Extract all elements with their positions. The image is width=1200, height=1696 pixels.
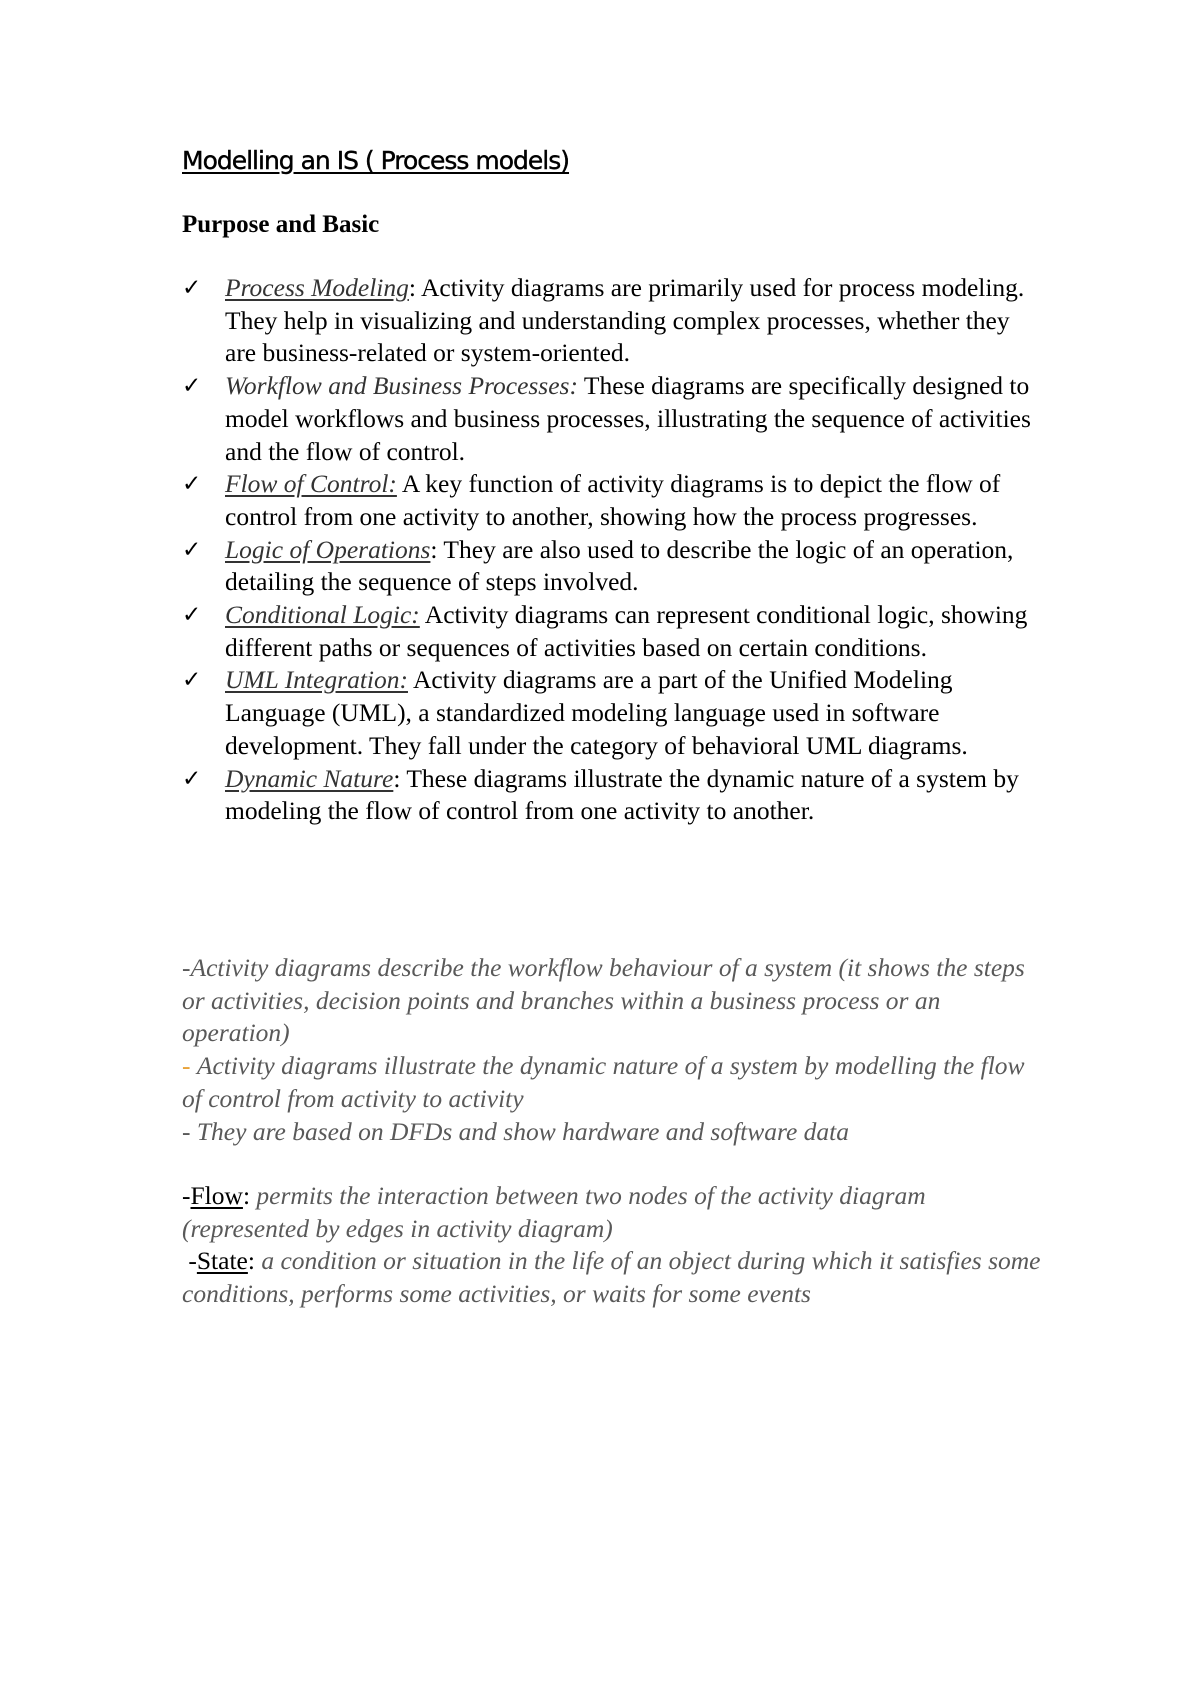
- list-item-term: Workflow and Business Processes:: [225, 371, 578, 401]
- list-item-term: Logic of Operations: [225, 534, 431, 564]
- list-item-text: These diagrams are specifically designed to model workflows and business processes, illustrating the sequence of activities and the flow of control.: [225, 371, 1031, 466]
- list-item-term: Process Modeling: [225, 273, 409, 302]
- note-paragraph: [182, 1050, 1042, 1115]
- checkmark-icon: ✓: [182, 602, 202, 628]
- definition-colon: :: [242, 1181, 251, 1210]
- list-item-term: Conditional Logic:: [225, 600, 420, 630]
- list-item-text: They are also used to describe the logic of an operation, detailing the sequence of steps involved.: [225, 534, 1014, 597]
- checkmark-icon: ✓: [182, 275, 202, 300]
- page-title: Modelling an IS ( Process models): [182, 146, 570, 175]
- note-prefix: -: [182, 1116, 197, 1146]
- definition-term: Flow: [190, 1181, 243, 1210]
- list-item: [182, 370, 1042, 468]
- definition-colon: :: [247, 1246, 255, 1276]
- definition-prefix: -: [182, 1246, 197, 1276]
- purpose-checklist: [182, 272, 1042, 828]
- note-prefix: -: [182, 953, 191, 982]
- note-paragraph: [182, 1116, 1042, 1149]
- definition-term: State: [196, 1246, 248, 1276]
- section-heading: Purpose and Basic: [182, 211, 380, 238]
- list-item: [182, 272, 1042, 370]
- note-text: Activity diagrams illustrate the dynamic nature of a system by modelling the flow of control from activity to activity: [182, 1051, 1025, 1113]
- list-item-separator: :: [430, 534, 438, 564]
- checkmark-icon: ✓: [182, 667, 202, 693]
- list-item-text: Activity diagrams are a part of the Unified Modeling Language (UML), a standardized modeling language used in software development. They fall under the category of behavioral UML diagrams.: [225, 665, 968, 760]
- list-item: [182, 763, 1042, 828]
- list-item: [182, 468, 1042, 533]
- note-text: They are based on DFDs and show hardware and software data: [196, 1116, 850, 1146]
- notes-block: [182, 952, 1042, 1148]
- list-item-text: Activity diagrams are primarily used for process modeling. They help in visualizing and understanding complex processes, whether they are business-related or system-oriented.: [225, 273, 1025, 368]
- definition-prefix: -: [182, 1181, 191, 1210]
- list-item-term: Dynamic Nature: [225, 763, 394, 793]
- list-item-term: UML Integration:: [225, 665, 408, 695]
- note-prefix: -: [182, 1051, 197, 1081]
- definitions-block: [182, 1180, 1042, 1311]
- definition-paragraph: [182, 1180, 1042, 1245]
- definition-text: a condition or situation in the life of an object during which it satisfies some conditions, performs some activities, or waits for some events: [182, 1246, 1041, 1309]
- list-item: [182, 534, 1042, 599]
- checkmark-icon: ✓: [182, 373, 202, 399]
- list-item: [182, 664, 1042, 762]
- checkmark-icon: ✓: [182, 471, 202, 497]
- note-paragraph: [182, 952, 1042, 1050]
- list-item-term: Flow of Control:: [225, 469, 397, 499]
- checkmark-icon: ✓: [182, 765, 202, 791]
- note-text: Activity diagrams describe the workflow behaviour of a system (it shows the steps or activities, decision points and branches within a business process or an operation): [182, 953, 1025, 1048]
- list-item-separator: :: [393, 763, 401, 793]
- list-item-separator: :: [408, 273, 416, 302]
- list-item-text: These diagrams illustrate the dynamic nature of a system by modeling the flow of control from one activity to another.: [225, 763, 1019, 826]
- list-item-text: Activity diagrams can represent conditional logic, showing different paths or sequences of activities based on certain conditions.: [225, 600, 1028, 662]
- checkmark-icon: ✓: [182, 536, 202, 562]
- definition-paragraph: [182, 1245, 1042, 1310]
- definition-text: permits the interaction between two nodes of the activity diagram (represented by edges in activity diagram): [182, 1181, 926, 1243]
- list-item: [182, 599, 1042, 664]
- list-item-text: A key function of activity diagrams is to depict the flow of control from one activity to another, showing how the process progresses.: [225, 469, 1001, 531]
